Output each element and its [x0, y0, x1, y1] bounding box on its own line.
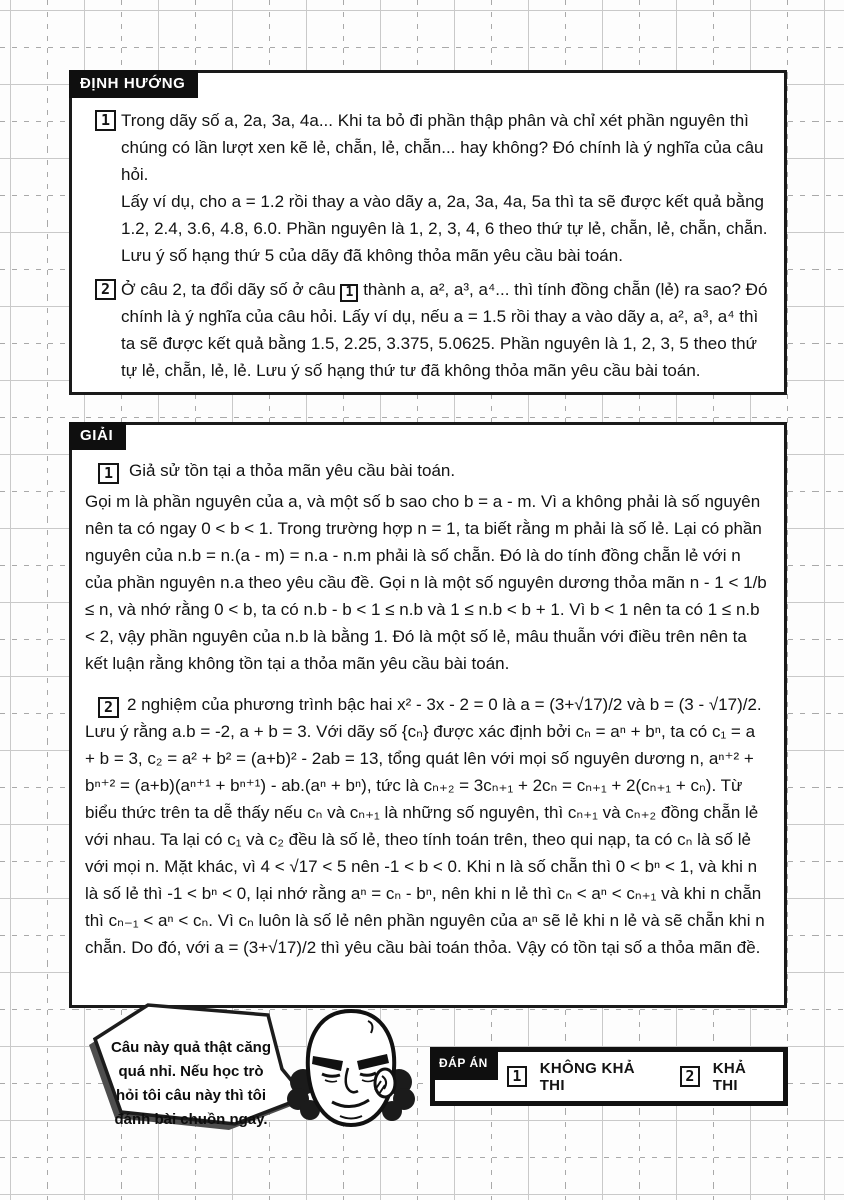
orientation-item-2-text-before: Ở câu 2, ta đổi dãy số ở câu — [121, 280, 336, 299]
question-1-reference-badge: 1 — [340, 284, 358, 302]
orientation-item-1-paragraph-1: Trong dãy số a, 2a, 3a, 4a... Khi ta bỏ đi phần thập phân và chỉ xét phần nguyên thì chúng có lần lượt xen kẽ lẻ, chẵn, lẻ, chẵn... hay không? Đó chính là ý nghĩa của câu hỏi. — [121, 111, 764, 184]
answer-key-label: ĐÁP ÁN — [430, 1047, 498, 1080]
solution-item-1-heading-text: Giả sử tồn tại a thỏa mãn yêu cầu bài toán. — [129, 461, 456, 480]
item-number-badge: 1 — [95, 110, 116, 131]
solution-section-label: GIẢI — [69, 422, 126, 450]
solution-item-2-body — [85, 691, 769, 961]
item-number-badge: 1 — [98, 463, 119, 484]
solution-item-1-body: Gọi m là phần nguyên của a, và một số b sao cho b = a - m. Vì a không phải là số nguyên nên ta có ngay 0 < b < 1. Trong trường hợp n = 1, ta biết rằng m phải là số lẻ. Lại có phần nguyên của n.b = n.(a - m) = n.a - n.m phải là số chẵn. Đó là do tính đồng chẵn lẻ với n của phần nguyên n.a theo yêu cầu đề. Gọi n là một số nguyên dương thỏa mãn n - 1 < 1/b ≤ n, và nhớ rằng 0 < b, ta có n.b - b < 1 ≤ n.b và 1 ≤ n.b < b + 1. Vì b < 1 nên ta có 1 ≤ n.b < 2, vậy phần nguyên của n.b là bằng 1. Đó là một số lẻ, mâu thuẫn với điều trên nên ta kết luận rằng không tồn tại a thỏa mãn yêu cầu bài toán. — [85, 492, 767, 673]
orientation-item-2-paragraph — [121, 276, 768, 384]
speech-line-2: quá nhỉ. Nếu học trò — [118, 1063, 264, 1080]
orientation-content — [72, 73, 784, 384]
answer-1-number-badge: 1 — [507, 1066, 527, 1087]
orientation-section — [69, 70, 787, 395]
answer-1-text: KHÔNG KHẢ THI — [539, 1059, 635, 1094]
answer-2-text: KHẢ THI — [712, 1059, 747, 1094]
solution-item-2-text: 2 nghiệm của phương trình bậc hai x² - 3x - 2 = 0 là a = (3+√17)/2 và b = (3 - √17)/2. Lưu ý rằng a.b = -2, a + b = 3. Với dãy số {cₙ} được xác định bởi cₙ = aⁿ + bⁿ, ta có c₁ = a + b = 3, c₂ = a² + b² = (a+b)² - 2ab = 13, tổng quát lên với mọi số nguyên dương n, aⁿ⁺² + bⁿ⁺² = (a+b)(aⁿ⁺¹ + bⁿ⁺¹) - ab.(aⁿ + bⁿ), tức là cₙ₊₂ = 3cₙ₊₁ + 2cₙ = cₙ₊₁ + 2(cₙ₊₁ + cₙ). Từ biểu thức trên ta dễ thấy nếu cₙ và cₙ₊₁ là những số nguyên, thì cₙ₊₁ và cₙ₊₂ đồng chẵn lẻ với nhau. Ta lại có c₁ và c₂ đều là số lẻ, theo tính toán trên, theo qui nạp, ta có cₙ là số lẻ với mọi n. Mặt khác, vì 4 < √17 < 5 nên -1 < b < 0. Khi n là số chẵn thì 0 < bⁿ < 1, và khi n là số lẻ thì -1 < bⁿ < 0, lại nhớ rằng aⁿ = cₙ - bⁿ, nên khi n lẻ thì cₙ < aⁿ < cₙ₊₁ và khi n chẵn thì cₙ₋₁ < aⁿ < cₙ. Vì cₙ luôn là số lẻ nên phần nguyên của aⁿ sẽ lẻ khi n lẻ và sẽ chẵn khi n chẵn. Do đó, với a = (3+√17)/2 thì yêu cầu bài toán thỏa. Vậy có tồn tại số a thỏa mãn đề. — [85, 695, 765, 957]
speech-line-1: Câu này quả thật căng — [110, 1039, 272, 1056]
solution-item-1-heading — [85, 457, 769, 484]
item-number-badge: 2 — [98, 697, 119, 718]
orientation-section-label: ĐỊNH HƯỚNG — [69, 70, 198, 98]
item-number-badge: 2 — [95, 279, 116, 300]
orientation-item-2-text-after: thành a, a², a³, a⁴... thì tính đồng chẵn (lẻ) ra sao? Đó chính là ý nghĩa của câu hỏi. Lấy ví dụ, nếu a = 1.5 rồi thay a vào dãy a, a², a³, a⁴ thì ta sẽ được kết quả bằng 1.5, 2.25, 3.375, 5.0625. Phần nguyên là 1, 2, 3, 5 theo thứ tự lẻ, chẵn, lẻ, lẻ. Lưu ý số hạng thứ tư đã không thỏa mãn yêu cầu bài toán. — [121, 280, 768, 380]
orientation-item-2 — [98, 276, 768, 384]
speech-line-4: đánh bài chuồn ngay. — [114, 1111, 268, 1128]
speech-bubble-text — [88, 1036, 294, 1132]
solution-content — [72, 425, 784, 961]
ear — [375, 1069, 395, 1097]
solution-section — [69, 422, 787, 1008]
orientation-item-1-paragraph-2: Lấy ví dụ, cho a = 1.2 rồi thay a vào dãy a, 2a, 3a, 4a, 5a thì ta sẽ được kết quả bằng 1.2, 2.4, 3.6, 4.8, 6.0. Phần nguyên là 1, 2, 3, 4, 6 theo thứ tự lẻ, chẵn, lẻ, chẵn, chẵn. Lưu ý số hạng thứ 5 của dãy đã không thỏa mãn yêu cầu bài toán. — [121, 192, 768, 265]
professor-face-illustration — [280, 1006, 422, 1138]
speech-line-3: hỏi tôi câu này thì tôi — [116, 1087, 266, 1104]
answer-key-section — [430, 1047, 788, 1106]
orientation-item-1 — [98, 107, 768, 269]
answer-2-number-badge: 2 — [680, 1066, 700, 1087]
